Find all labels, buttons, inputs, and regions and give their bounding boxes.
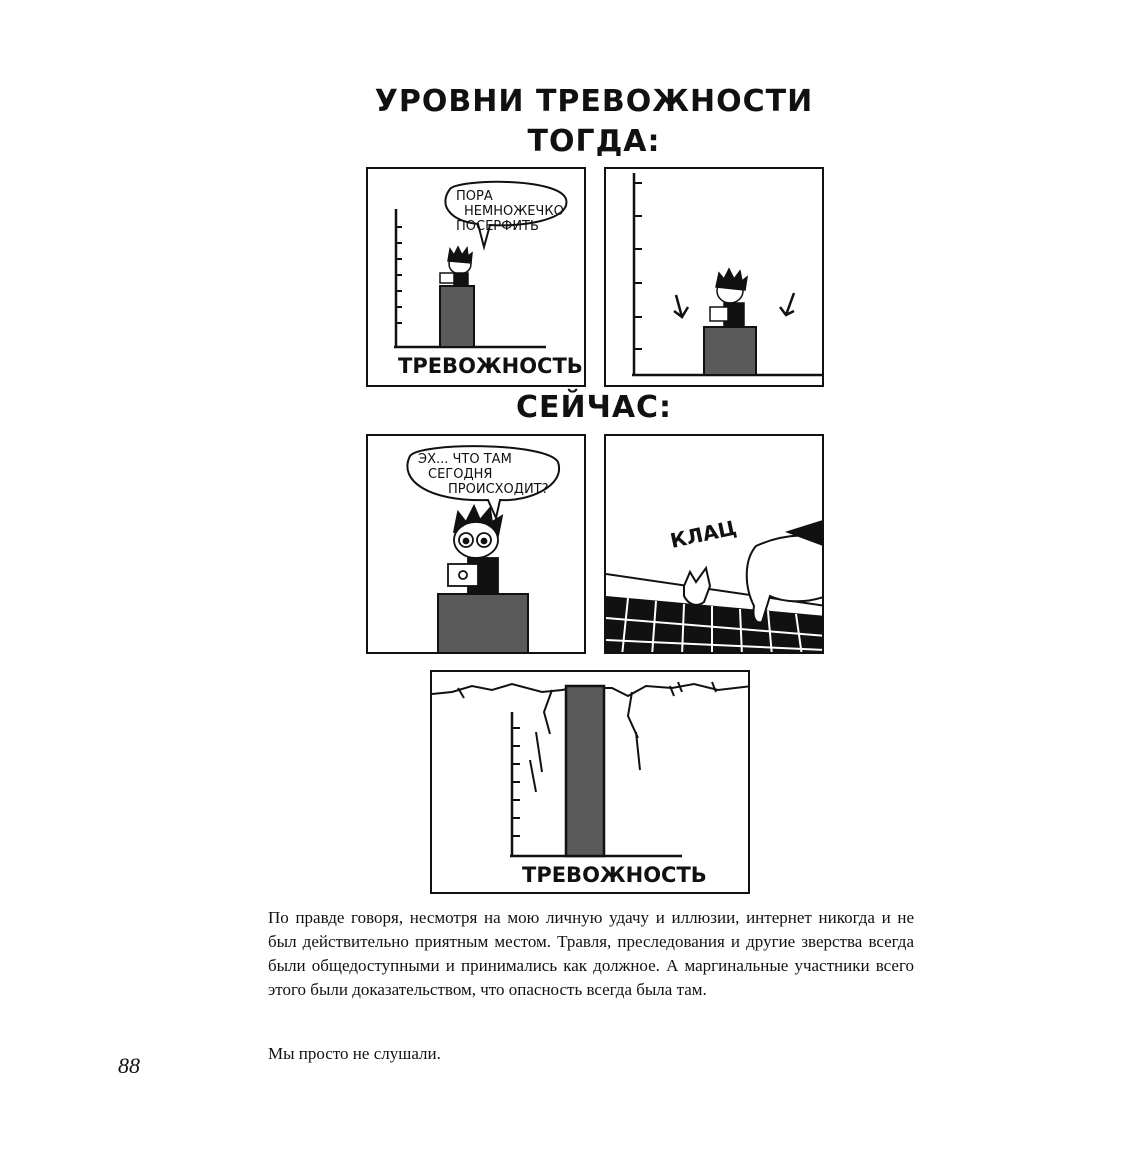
down-arrow-icon [780, 293, 794, 315]
comic-panel-now-left [366, 434, 586, 654]
section-heading-then: ТОГДА: [527, 124, 661, 159]
body-paragraph: Мы просто не слушали. [268, 1044, 441, 1063]
anxiety-bar-extreme [566, 686, 604, 856]
comic-panel-then-right [604, 167, 824, 387]
comic-panel-final [430, 670, 750, 894]
girl-figure [440, 247, 472, 286]
comic-panel-then-left [366, 167, 586, 387]
hand-icon [747, 520, 824, 622]
click-spark-icon [684, 568, 710, 605]
anxiety-bar-medium [438, 594, 528, 654]
speech-bubble [445, 182, 566, 247]
bubble-line: ЭХ... ЧТО ТАМ [418, 452, 512, 467]
bubble-line: СЕГОДНЯ [428, 467, 493, 482]
section-heading-now: СЕЙЧАС: [515, 390, 673, 425]
anxiety-bar-tiny [704, 327, 756, 375]
down-arrow-icon [674, 295, 688, 317]
girl-figure [710, 269, 747, 327]
keyboard [606, 596, 824, 654]
axis-label: ТРЕВОЖНОСТЬ [522, 863, 707, 887]
body-paragraph: По правде говоря, несмотря на мою личную удачу и иллюзии, интернет никогда и не был действительно приятным местом. Травля, преследования и другие зверства всегда были общедоступными и принимались как должное. А маргинальные участники всего этого были доказательством, что опасность всегда была там. [268, 908, 914, 999]
anxiety-bar-low [440, 286, 474, 347]
sound-effect-text: КЛАЦ [668, 515, 739, 553]
bubble-line: ПОРА [456, 189, 493, 204]
page-title: УРОВНИ ТРЕВОЖНОСТИ [374, 84, 814, 119]
comic-panel-now-right [604, 434, 824, 654]
bubble-line: НЕМНОЖЕЧКО [464, 204, 564, 219]
bubble-line: ПРОИСХОДИТ? [448, 482, 549, 497]
speech-bubble [407, 446, 559, 518]
bubble-line: ПОСЕРФИТЬ [456, 219, 539, 234]
girl-figure [448, 506, 502, 594]
page-number: 88 [118, 1053, 140, 1078]
axis-label: ТРЕВОЖНОСТЬ [398, 354, 583, 378]
